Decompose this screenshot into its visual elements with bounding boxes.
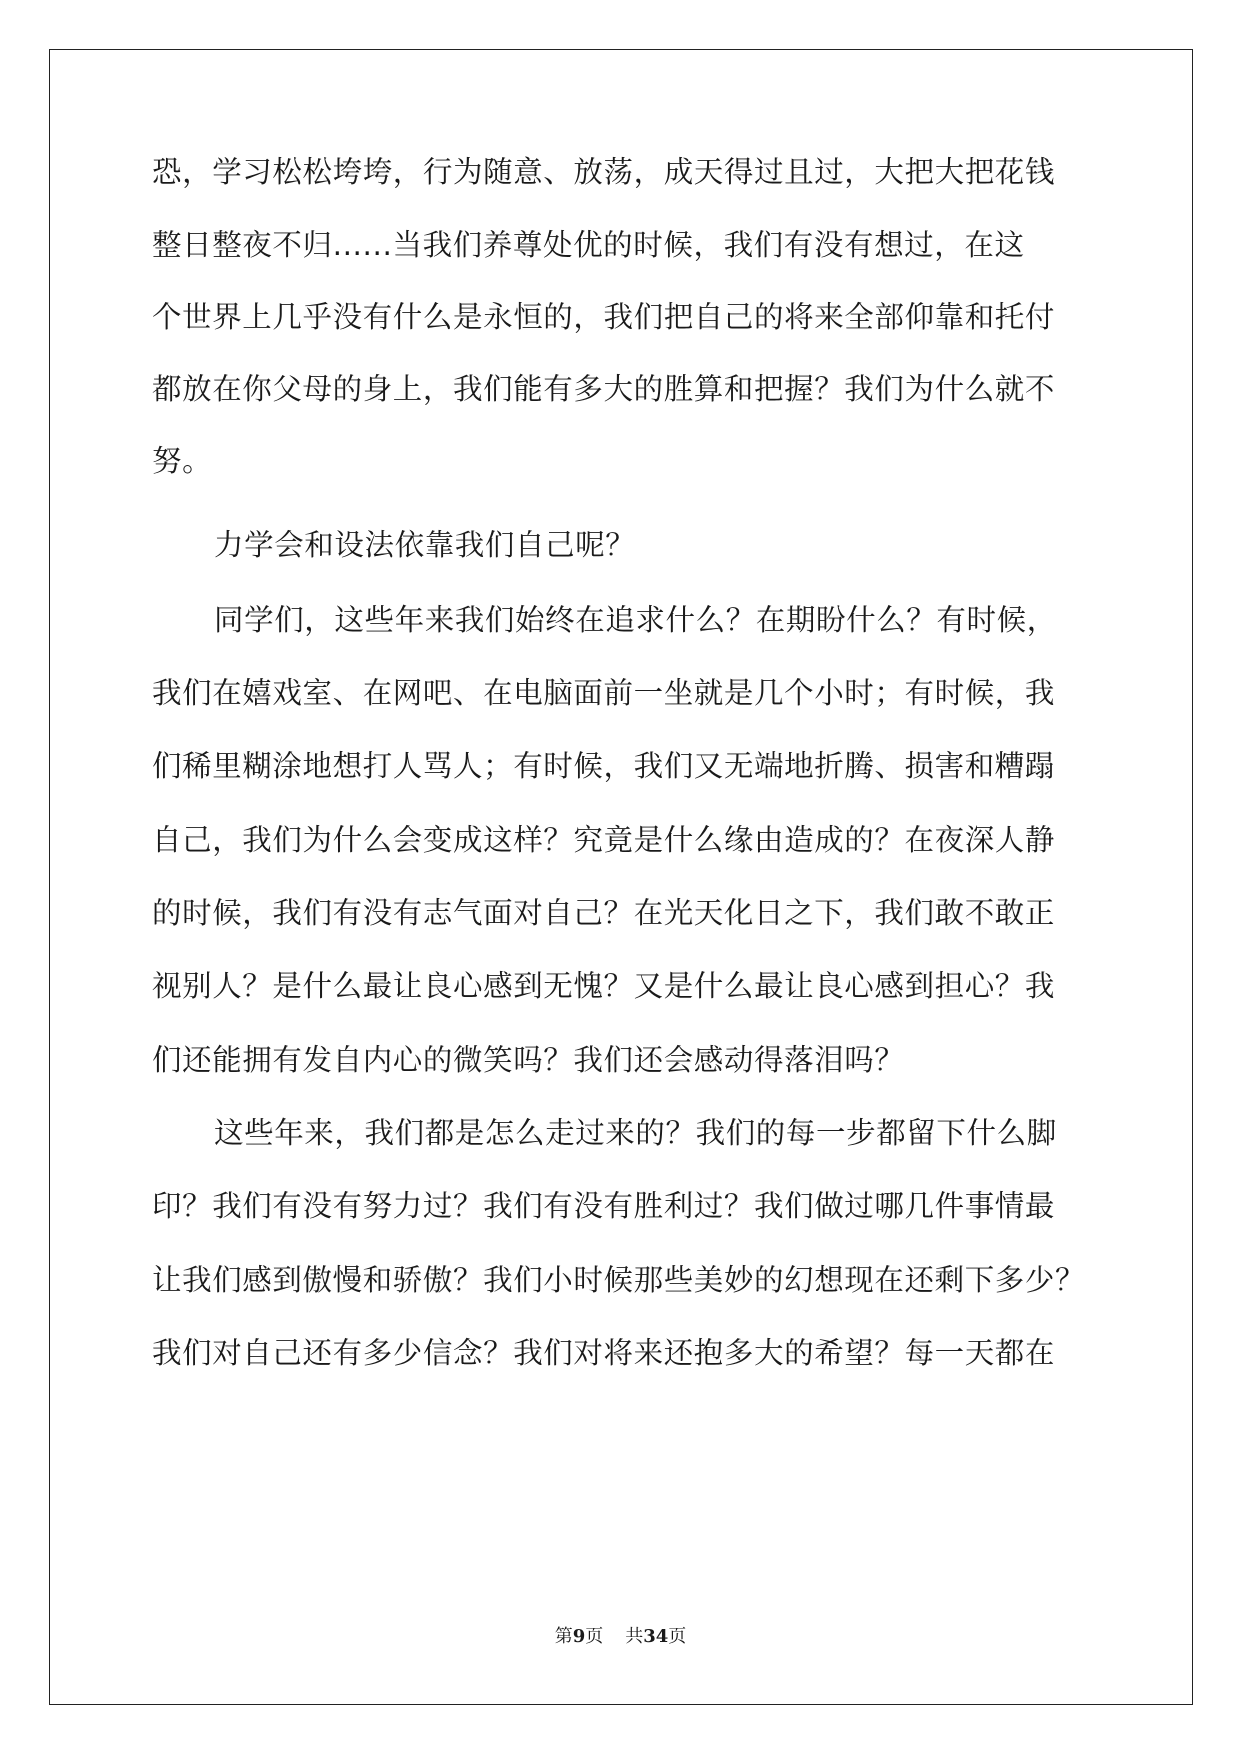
text-line-8: 我们在嬉戏室、在网吧、在电脑面前一坐就是几个小时；有时候，我 <box>152 676 1056 710</box>
text-line-13: 们还能拥有发自内心的微笑吗？我们还会感动得落泪吗？ <box>152 1043 905 1077</box>
text-line-7: 同学们，这些年来我们始终在追求什么？在期盼什么？有时候， <box>214 603 1057 637</box>
text-line-5: 努。 <box>152 444 213 478</box>
page-footer <box>0 1625 1241 1649</box>
page-current-number: 9 <box>572 1626 586 1647</box>
text-line-1: 恐，学习松松垮垮，行为随意、放荡，成天得过且过，大把大把花钱 <box>152 155 1056 189</box>
text-line-10: 自己，我们为什么会变成这样？究竟是什么缘由造成的？在夜深人静 <box>152 823 1056 857</box>
total-prefix: 共 <box>625 1626 644 1647</box>
text-line-16: 让我们感到傲慢和骄傲？我们小时候那些美妙的幻想现在还剩下多少？ <box>152 1263 1086 1297</box>
text-line-15: 印？我们有没有努力过？我们有没有胜利过？我们做过哪几件事情最 <box>152 1189 1056 1223</box>
text-line-2: 整日整夜不归......当我们养尊处优的时候，我们有没有想过，在这 <box>152 228 1025 262</box>
text-line-4: 都放在你父母的身上，我们能有多大的胜算和把握？我们为什么就不 <box>152 372 1056 406</box>
text-line-12: 视别人？是什么最让良心感到无愧？又是什么最让良心感到担心？我 <box>152 969 1056 1003</box>
text-line-3: 个世界上几乎没有什么是永恒的，我们把自己的将来全部仰靠和托付 <box>152 300 1056 334</box>
page-suffix: 页 <box>585 1626 604 1647</box>
total-suffix: 页 <box>668 1626 687 1647</box>
text-line-9: 们稀里糊涂地想打人骂人；有时候，我们又无端地折腾、损害和糟蹋 <box>152 749 1056 783</box>
text-line-14: 这些年来，我们都是怎么走过来的？我们的每一步都留下什么脚 <box>214 1116 1057 1150</box>
text-line-6: 力学会和设法依靠我们自己呢？ <box>214 528 636 562</box>
page-prefix: 第 <box>554 1626 573 1647</box>
text-line-11: 的时候，我们有没有志气面对自己？在光天化日之下，我们敢不敢正 <box>152 896 1056 930</box>
text-line-17: 我们对自己还有多少信念？我们对将来还抱多大的希望？每一天都在 <box>152 1336 1056 1370</box>
page-total-number: 34 <box>643 1626 669 1647</box>
